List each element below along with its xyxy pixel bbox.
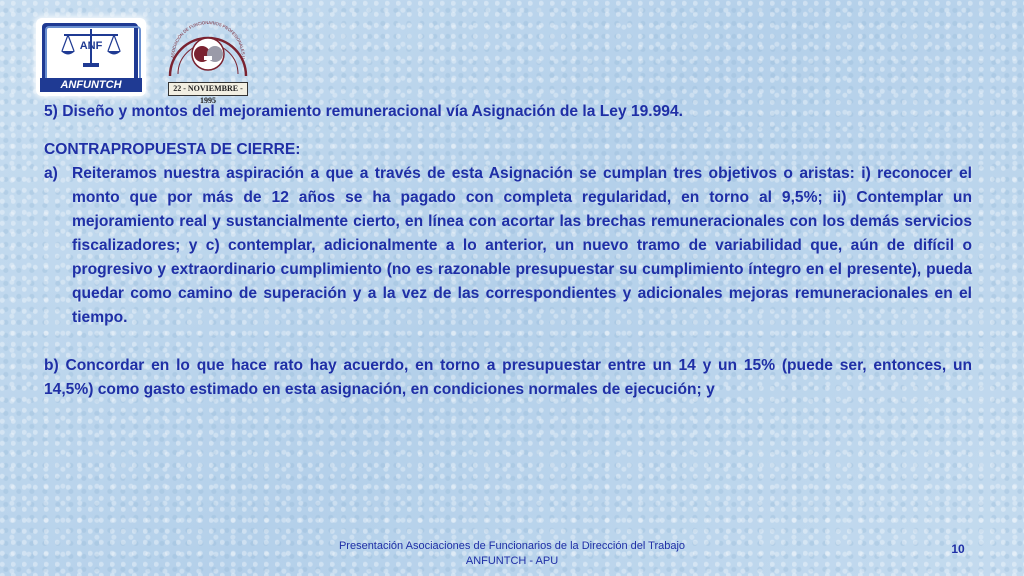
- list-item-a: [44, 162, 972, 330]
- slide-subheading: CONTRAPROPUESTA DE CIERRE:: [44, 141, 301, 158]
- list-item-a-text: Reiteramos nuestra aspiración a que a través de esta Asignación se cumplan tres objetivos o aristas: i) reconocer el monto que por más de 12 años se ha pagado con completa regularidad, en torno al 9,5%; ii) Contemplar un mejoramiento real y sustancialmente cierto, en línea con acortar las brechas remuneracionales con los demás servicios fiscalizadores; y c) contemplar, adicionalmente a lo anterior, un nuevo tramo de variabilidad que, aún de difícil o progresivo y extraordinario cumplimiento (no es razonable presupuestar su cumplimiento íntegro en el presente), pueda quedar como camino de superación y a la vez de las correspondientes y adicionales mejoras remuneracionales en el tiempo.: [72, 165, 972, 326]
- list-marker-a: a): [44, 165, 58, 182]
- scales-of-justice-icon: [56, 25, 126, 71]
- seal-arc-text: ASOCIACIÓN DE FUNCIONARIOS PROFESIONALES U: [169, 19, 247, 59]
- slide-heading: 5) Diseño y montos del mejoramiento remuneracional vía Asignación de la Ley 19.994.: [44, 103, 683, 120]
- seal-date: 22 - NOVIEMBRE - 1995: [168, 82, 248, 96]
- slide-footer: [312, 539, 712, 569]
- footer-line-1: Presentación Asociaciones de Funcionarios de la Dirección del Trabajo: [338, 540, 686, 552]
- anfuntch-logo: [36, 18, 146, 96]
- seal-emblem-icon: [160, 14, 256, 86]
- list-item-b: b) Concordar en lo que hace rato hay acuerdo, en torno a presupuestar entre un 14 y un 15% (puede ser, entonces, un 14,5%) como gasto estimado en esta asignación, en condiciones normales de ejecución; y: [44, 357, 972, 398]
- page-number: 10: [951, 542, 965, 556]
- logo-monogram: ANF: [79, 40, 103, 52]
- slide-content: [44, 100, 972, 402]
- logo-wordmark: ANFUNTCH: [40, 78, 142, 92]
- association-seal-logo: [160, 14, 256, 105]
- footer-line-2: ANFUNTCH - APU: [465, 555, 559, 567]
